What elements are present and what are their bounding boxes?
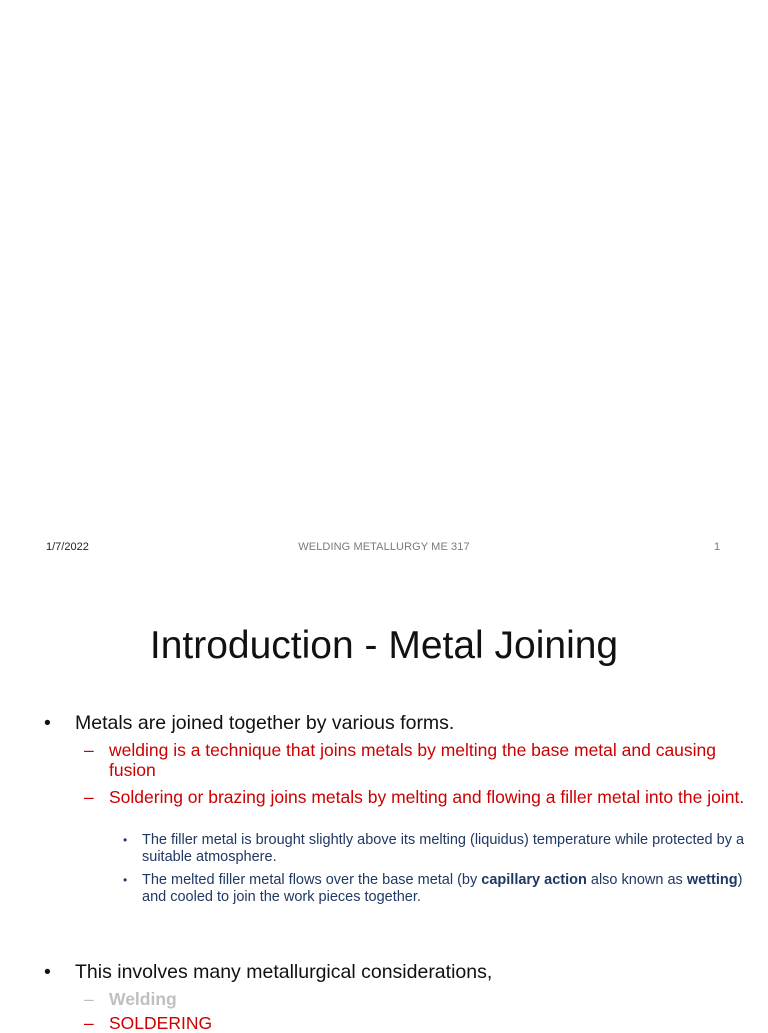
bullet-marker: • <box>123 833 128 847</box>
bullet-marker: • <box>44 712 51 734</box>
footer-page-number: 1 <box>714 541 721 553</box>
term-wetting: wetting <box>686 872 738 888</box>
dash-marker: – <box>84 1013 94 1033</box>
bullet-text: Welding <box>109 989 177 1009</box>
slide-footer <box>0 541 768 557</box>
dash-marker: – <box>84 989 94 1009</box>
text-run: The melted filler metal flows over the base metal (by <box>142 872 482 888</box>
footer-course-title: WELDING METALLURGY ME 317 <box>298 541 470 553</box>
dash-marker: – <box>84 740 94 760</box>
bullet-text: This involves many metallurgical considerations, <box>75 961 493 983</box>
bullet-text: SOLDERING <box>109 1013 213 1033</box>
text-run: also known as <box>586 872 687 888</box>
bullet-text: welding is a technique that joins metals by melting the base metal and causing fusion <box>109 740 717 780</box>
text-run: ) and cooled to join the work pieces together. <box>142 872 743 905</box>
term-capillary-action: capillary action <box>481 872 587 888</box>
slide-title: Introduction - Metal Joining <box>149 624 619 667</box>
dash-marker: – <box>84 787 94 807</box>
bullet-text: Soldering or brazing joins metals by melting and flowing a filler metal into the joint. <box>109 787 745 807</box>
bullet-text: The filler metal is brought slightly above its melting (liquidus) temperature while protected by a suitable atmosphere. <box>142 832 745 865</box>
bullet-marker: • <box>44 961 51 983</box>
bullet-text <box>142 872 748 906</box>
bullet-marker: • <box>123 873 128 887</box>
bullet-text: Metals are joined together by various forms. <box>75 712 455 734</box>
footer-date: 1/7/2022 <box>46 541 89 553</box>
